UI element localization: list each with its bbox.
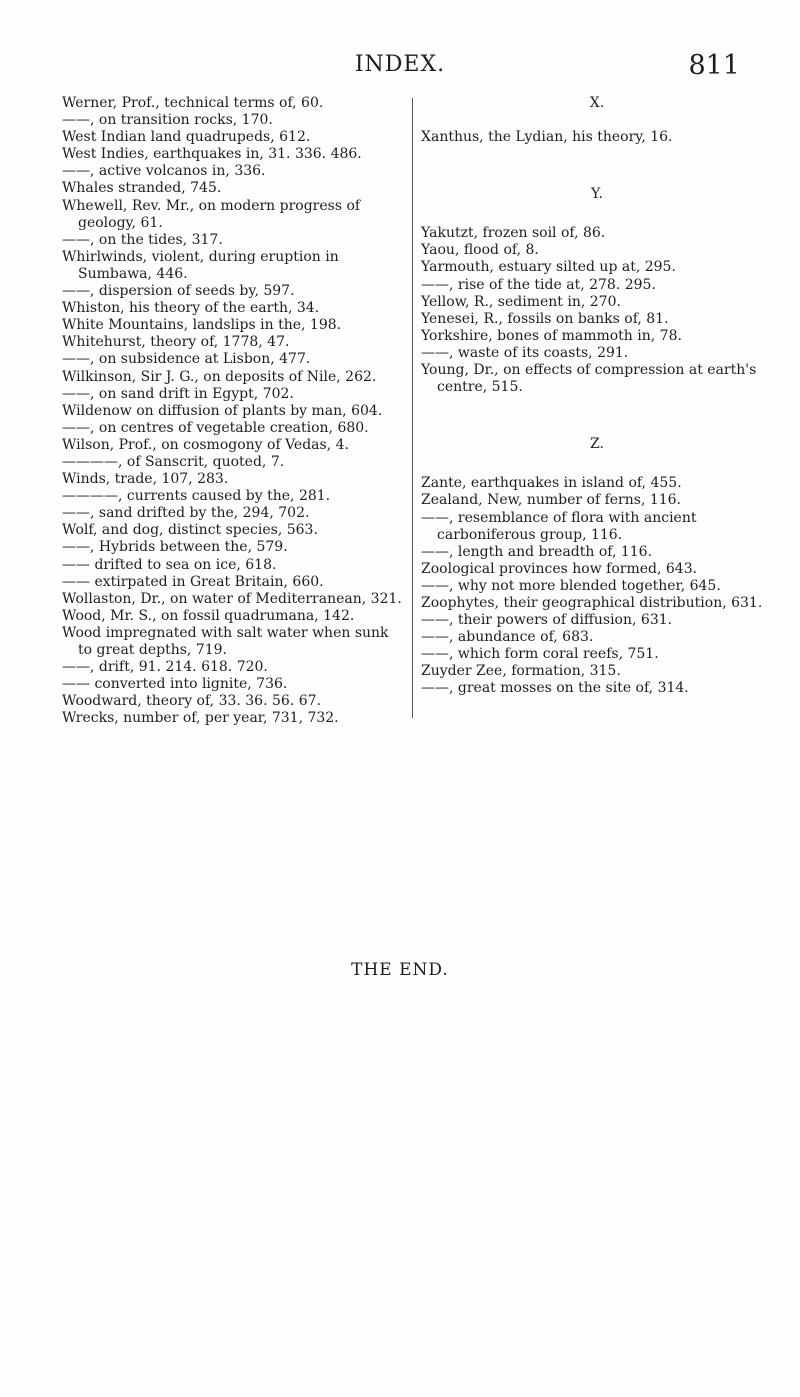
section-z-entries bbox=[421, 475, 773, 697]
index-entry: ——, sand drifted by the, 294, 702. bbox=[62, 505, 310, 522]
index-entry: ——, waste of its coasts, 291. bbox=[421, 344, 629, 361]
index-entry: —— extirpated in Great Britain, 660. bbox=[62, 573, 324, 590]
index-entry: Yorkshire, bones of mammoth in, 78. bbox=[421, 327, 682, 344]
index-entry: Yarmouth, estuary silted up at, 295. bbox=[421, 259, 676, 276]
running-title: INDEX. bbox=[354, 52, 446, 77]
index-entry: Zante, earthquakes in island of, 455. bbox=[421, 475, 682, 492]
index-entry: ————, currents caused by the, 281. bbox=[62, 488, 331, 505]
end-text: THE END. bbox=[351, 960, 449, 980]
page-number: 811 bbox=[688, 50, 740, 81]
index-entry: ——, active volcanos in, 336. bbox=[62, 163, 266, 180]
index-entry: Zoophytes, their geographical distribution, 631. bbox=[421, 594, 763, 611]
index-entry: ——, which form coral reefs, 751. bbox=[421, 646, 659, 663]
index-entry: ——, on subsidence at Lisbon, 477. bbox=[62, 351, 311, 368]
index-entry: Whitehurst, theory of, 1778, 47. bbox=[62, 334, 290, 351]
index-entry: ——, resemblance of flora with ancient carboniferous group, 116. bbox=[421, 509, 697, 543]
index-entry: ——, abundance of, 683. bbox=[421, 629, 594, 646]
index-entry: Xanthus, the Lydian, his theory, 16. bbox=[421, 129, 673, 146]
index-entry: ——, Hybrids between the, 579. bbox=[62, 539, 288, 556]
index-entry: Wilson, Prof., on cosmogony of Vedas, 4. bbox=[62, 436, 349, 453]
index-entry: Werner, Prof., technical terms of, 60. bbox=[62, 95, 324, 111]
index-entry: ——, on the tides, 317. bbox=[62, 231, 223, 248]
section-x-entries bbox=[421, 129, 773, 146]
index-entry: Wilkinson, Sir J. G., on deposits of Nile, 262. bbox=[62, 368, 377, 385]
section-letter-y: Y. bbox=[591, 186, 603, 203]
index-entry: ——, drift, 91. 214. 618. 720. bbox=[62, 659, 268, 676]
index-entry: ——, length and breadth of, 116. bbox=[421, 543, 653, 560]
index-entry: Yenesei, R., fossils on banks of, 81. bbox=[421, 310, 669, 327]
index-entry: Wood impregnated with salt water when sunk to great depths, 719. bbox=[62, 624, 389, 658]
index-entry: Wildenow on diffusion of plants by man, 604. bbox=[62, 402, 383, 419]
index-entry: ——, rise of the tide at, 278. 295. bbox=[421, 276, 656, 293]
index-entry: Whales stranded, 745. bbox=[62, 180, 222, 197]
index-entry: Wrecks, number of, per year, 731, 732. bbox=[62, 710, 339, 727]
index-entry: West Indian land quadrupeds, 612. bbox=[62, 129, 311, 146]
index-entry: ——, dispersion of seeds by, 597. bbox=[62, 283, 295, 300]
index-entry: Zuyder Zee, formation, 315. bbox=[421, 663, 621, 680]
index-entry: ——, on centres of vegetable creation, 680. bbox=[62, 419, 369, 436]
index-entry: Wood, Mr. S., on fossil quadrumana, 142. bbox=[62, 607, 355, 624]
index-entry: West Indies, earthquakes in, 31. 336. 486. bbox=[62, 146, 362, 163]
index-entry: Yakutzt, frozen soil of, 86. bbox=[421, 225, 606, 242]
index-entry: ——, their powers of diffusion, 631. bbox=[421, 612, 673, 629]
index-entry: —— drifted to sea on ice, 618. bbox=[62, 556, 277, 573]
index-entry: Whiston, his theory of the earth, 34. bbox=[62, 300, 320, 317]
index-entry: Woodward, theory of, 33. 36. 56. 67. bbox=[62, 693, 321, 710]
index-entry: Winds, trade, 107, 283. bbox=[62, 471, 229, 488]
index-entry: Whewell, Rev. Mr., on modern progress of geology, 61. bbox=[62, 197, 361, 231]
section-letter-x: X. bbox=[589, 95, 605, 111]
index-entry: Wolf, and dog, distinct species, 563. bbox=[62, 522, 318, 539]
index-entry: Wollaston, Dr., on water of Mediterranean, 321. bbox=[62, 590, 402, 607]
index-entry: ——, on transition rocks, 170. bbox=[62, 112, 273, 129]
section-letter-z: Z. bbox=[590, 436, 604, 453]
index-entry: Whirlwinds, violent, during eruption in Sumbawa, 446. bbox=[62, 248, 339, 282]
index-entry: ————, of Sanscrit, quoted, 7. bbox=[62, 453, 285, 470]
index-entry: Yaou, flood of, 8. bbox=[421, 242, 539, 259]
section-y-entries bbox=[421, 225, 773, 396]
index-entry: White Mountains, landslips in the, 198. bbox=[62, 317, 342, 334]
column-divider bbox=[412, 98, 413, 718]
index-entry: ——, on sand drift in Egypt, 702. bbox=[62, 385, 294, 402]
right-index-column bbox=[421, 95, 773, 698]
index-entry: ——, great mosses on the site of, 314. bbox=[421, 680, 689, 697]
index-entry: —— converted into lignite, 736. bbox=[62, 676, 288, 693]
page-header bbox=[0, 52, 800, 82]
index-entry: ——, why not more blended together, 645. bbox=[421, 577, 721, 594]
index-entry: Young, Dr., on effects of compression at earth's centre, 515. bbox=[421, 362, 757, 396]
left-index-column bbox=[62, 95, 404, 727]
index-entry: Zoological provinces how formed, 643. bbox=[421, 560, 698, 577]
index-entry: Yellow, R., sediment in, 270. bbox=[421, 293, 621, 310]
index-entry: Zealand, New, number of ferns, 116. bbox=[421, 492, 682, 509]
